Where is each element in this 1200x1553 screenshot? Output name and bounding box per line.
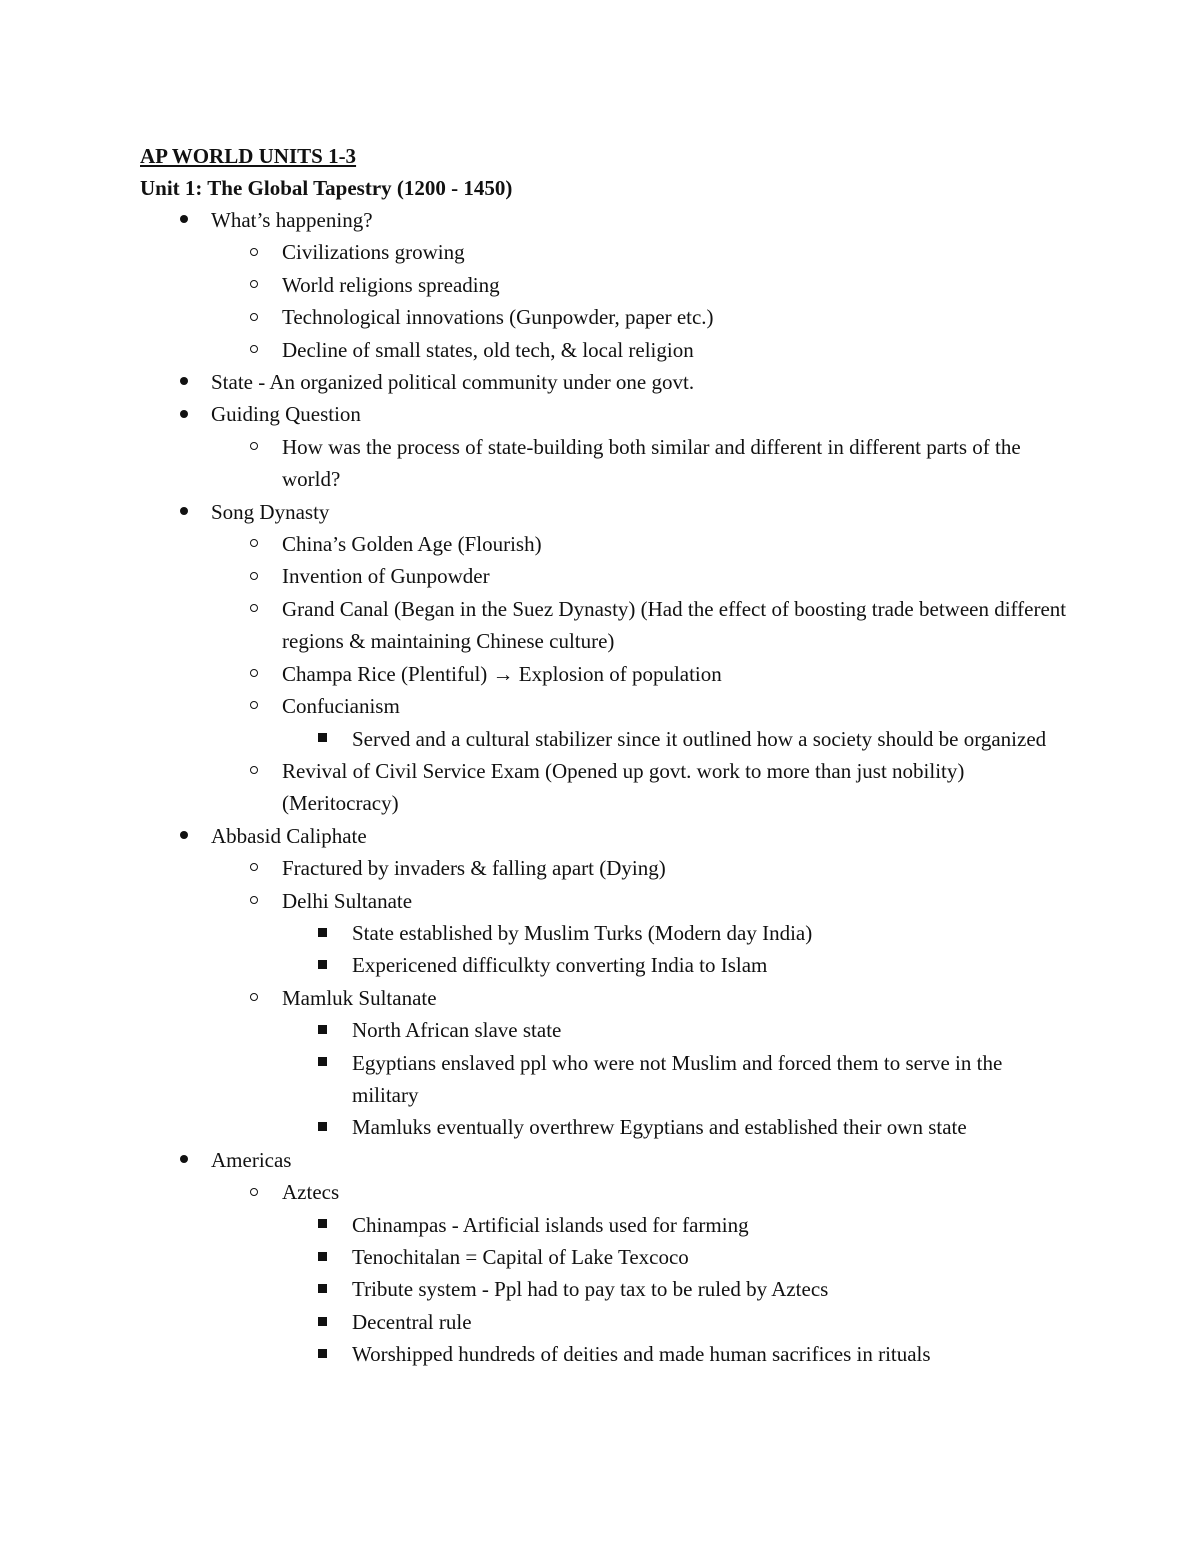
bullet-square-icon — [318, 1111, 327, 1143]
list-item — [140, 1273, 1070, 1305]
list-item-text: Decline of small states, old tech, & local religion — [282, 337, 694, 362]
list-item-text: Americas — [211, 1147, 292, 1172]
bullet-dot-icon — [180, 398, 188, 430]
list-item-text: World religions spreading — [282, 272, 500, 297]
list-item — [140, 852, 1070, 884]
bullet-ring-icon — [250, 658, 258, 690]
list-item-text: Tribute system - Ppl had to pay tax to be ruled by Aztecs — [352, 1277, 829, 1302]
bullet-ring-icon — [250, 755, 258, 787]
list-item-text: Confucianism — [282, 694, 400, 719]
list-item-text: Expericened difficulkty converting India to Islam — [352, 953, 768, 978]
list-item — [140, 1144, 1070, 1176]
bullet-dot-icon — [180, 820, 188, 852]
notes-outline — [140, 204, 1070, 1371]
bullet-ring-icon — [250, 885, 258, 917]
list-item — [140, 560, 1070, 592]
list-item-text: How was the process of state-building both similar and different in different parts of the world? — [282, 434, 1021, 492]
list-item-text: China’s Golden Age (Flourish) — [282, 532, 542, 557]
list-item — [140, 1209, 1070, 1241]
bullet-square-icon — [318, 1047, 327, 1079]
list-item — [140, 269, 1070, 301]
list-item — [140, 658, 1070, 690]
bullet-square-icon — [318, 1338, 327, 1370]
list-item — [140, 690, 1070, 722]
bullet-ring-icon — [250, 690, 258, 722]
list-item — [140, 301, 1070, 333]
list-item-text: Mamluk Sultanate — [282, 985, 437, 1010]
bullet-square-icon — [318, 1014, 327, 1046]
list-item-text: Grand Canal (Began in the Suez Dynasty) (Had the effect of boosting trade between different regions & maintaining Chinese culture) — [282, 596, 1067, 654]
list-item — [140, 1241, 1070, 1273]
unit-heading: Unit 1: The Global Tapestry (1200 - 1450) — [140, 176, 513, 200]
list-item — [140, 1306, 1070, 1338]
list-item-text: Revival of Civil Service Exam (Opened up govt. work to more than just nobility) (Meritocracy) — [282, 758, 965, 816]
list-item — [140, 366, 1070, 398]
bullet-ring-icon — [250, 269, 258, 301]
bullet-ring-icon — [250, 593, 258, 625]
list-item-text: Delhi Sultanate — [282, 888, 413, 913]
bullet-ring-icon — [250, 852, 258, 884]
bullet-dot-icon — [180, 366, 188, 398]
list-item — [140, 917, 1070, 949]
bullet-square-icon — [318, 917, 327, 949]
list-item — [140, 755, 1070, 820]
list-item — [140, 1111, 1070, 1143]
list-item-text: State established by Muslim Turks (Modern day India) — [352, 920, 813, 945]
bullet-square-icon — [318, 1306, 327, 1338]
list-item — [140, 949, 1070, 981]
list-item-text: Egyptians enslaved ppl who were not Muslim and forced them to serve in the military — [352, 1050, 1003, 1107]
list-item — [140, 398, 1070, 430]
bullet-ring-icon — [250, 431, 258, 463]
list-item — [140, 496, 1070, 528]
list-item-text: Served and a cultural stabilizer since it outlined how a society should be organized — [352, 726, 1047, 751]
bullet-dot-icon — [180, 496, 188, 528]
list-item-text: What’s happening? — [211, 208, 373, 232]
list-item-text: Invention of Gunpowder — [282, 564, 490, 589]
bullet-ring-icon — [250, 236, 258, 268]
list-item-text: Technological innovations (Gunpowder, paper etc.) — [282, 305, 714, 330]
bullet-square-icon — [318, 1209, 327, 1241]
list-item — [140, 885, 1070, 917]
list-item-text: Champa Rice (Plentiful) → Explosion of population — [282, 661, 722, 686]
list-item — [140, 1047, 1070, 1112]
bullet-ring-icon — [250, 1176, 258, 1208]
list-item-text: North African slave state — [352, 1018, 562, 1043]
list-item — [140, 236, 1070, 268]
list-item — [140, 820, 1070, 852]
list-item — [140, 723, 1070, 755]
bullet-square-icon — [318, 1273, 327, 1305]
list-item-text: Fractured by invaders & falling apart (Dying) — [282, 856, 666, 881]
document-title: AP WORLD UNITS 1-3 — [140, 144, 357, 168]
list-item-text: Mamluks eventually overthrew Egyptians and established their own state — [352, 1115, 967, 1140]
bullet-ring-icon — [250, 528, 258, 560]
bullet-dot-icon — [180, 1144, 188, 1176]
list-item-text: Tenochitalan = Capital of Lake Texcoco — [352, 1245, 689, 1269]
list-item — [140, 431, 1070, 496]
list-item — [140, 593, 1070, 658]
list-item — [140, 982, 1070, 1014]
bullet-square-icon — [318, 949, 327, 981]
bullet-ring-icon — [250, 334, 258, 366]
list-item — [140, 334, 1070, 366]
list-item — [140, 1014, 1070, 1046]
list-item-text: Guiding Question — [211, 402, 361, 427]
list-item-text: Song Dynasty — [211, 499, 330, 524]
list-item-text: Chinampas - Artificial islands used for farming — [352, 1212, 749, 1237]
list-item-text: State - An organized political community under one govt. — [211, 370, 695, 395]
bullet-dot-icon — [180, 204, 188, 236]
list-item — [140, 1176, 1070, 1208]
list-item — [140, 1338, 1070, 1370]
list-item — [140, 528, 1070, 560]
list-item-text: Worshipped hundreds of deities and made human sacrifices in rituals — [352, 1342, 931, 1367]
bullet-square-icon — [318, 1241, 327, 1273]
bullet-ring-icon — [250, 982, 258, 1014]
list-item-text: Decentral rule — [352, 1309, 472, 1334]
bullet-ring-icon — [250, 301, 258, 333]
list-item-text: Aztecs — [282, 1180, 340, 1205]
bullet-ring-icon — [250, 560, 258, 592]
document-page — [140, 140, 1070, 1371]
list-item — [140, 204, 1070, 236]
bullet-square-icon — [318, 723, 327, 755]
list-item-text: Abbasid Caliphate — [211, 823, 367, 848]
list-item-text: Civilizations growing — [282, 240, 465, 265]
